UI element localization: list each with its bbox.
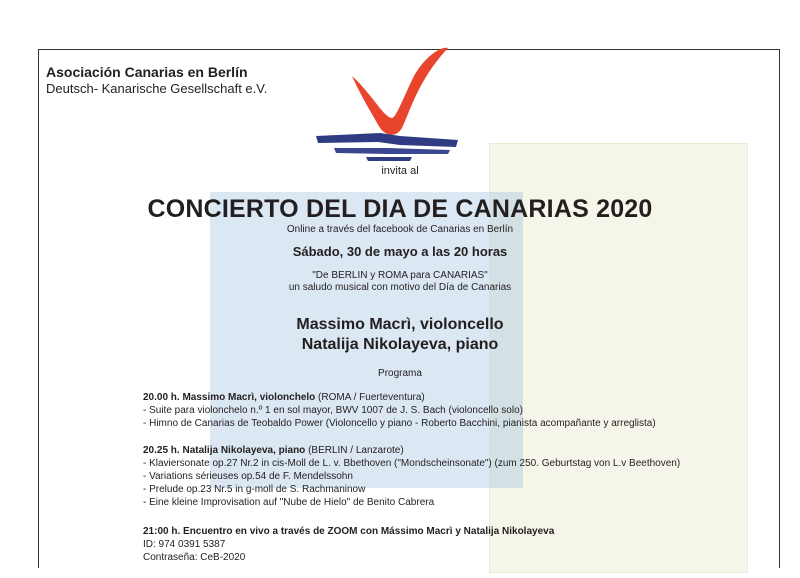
- logo-blue-stroke-3: [366, 157, 412, 161]
- program-item: - Klaviersonate op.27 Nr.2 in cis-Moll de L. v. Bbethoven ("Mondscheinsonate") (zum 250. Geburtstag von L.v Beethoven): [143, 458, 681, 469]
- program-section-1-heading: [143, 391, 763, 404]
- concert-subtitle-1: "De BERLIN y ROMA para CANARIAS": [312, 270, 488, 281]
- organization-subtitle: Deutsch- Kanarische Gesellschaft e.V.: [46, 81, 268, 96]
- program-section-2-note: (BERLIN / Lanzarote): [305, 445, 404, 456]
- program-section-1-title: 20.00 h. Massimo Macrì, violonchelo: [143, 392, 316, 403]
- zoom-meeting-id: ID: 974 0391 5387: [143, 539, 226, 550]
- zoom-heading: 21:00 h. Encuentro en vivo a través de ZOOM con Mássimo Macrì y Natalija Nikolayeva: [143, 526, 555, 537]
- zoom-password: Contraseña: CeB-2020: [143, 552, 246, 563]
- online-note: Online a través del facebook de Canarias en Berlín: [286, 224, 514, 235]
- invite-text: invita al: [381, 165, 419, 177]
- program-item: - Suite para violonchelo n.º 1 en sol mayor, BWV 1007 de J. S. Bach (violoncello solo): [143, 405, 523, 416]
- program-section-2-heading: [143, 444, 763, 457]
- frame-right-line: [779, 49, 780, 568]
- concert-date: Sábado, 30 de mayo a las 20 horas: [292, 244, 508, 259]
- organization-name: Asociación Canarias en Berlín: [46, 64, 248, 80]
- performer-2: Natalija Nikolayeva, piano: [301, 336, 499, 353]
- program-item: - Eine kleine Improvisation auf "Nube de Hielo" de Benito Cabrera: [143, 497, 435, 508]
- program-section-1: [143, 391, 763, 430]
- program-label: Programa: [378, 368, 422, 379]
- organization-header: [46, 63, 286, 97]
- concert-subtitle-2: un saludo musical con motivo del Día de Canarias: [288, 282, 512, 293]
- logo-blue-stroke-1: [316, 133, 458, 147]
- concert-title: CONCIERTO DEL DIA DE CANARIAS 2020: [147, 195, 653, 223]
- logo-red-flame: [352, 48, 448, 135]
- program-section-2: [143, 444, 763, 509]
- frame-left-line: [38, 49, 39, 568]
- program-item: - Variations sérieuses op.54 de F. Mendelssohn: [143, 471, 353, 482]
- program-section-2-title: 20.25 h. Natalija Nikolayeva, piano: [143, 445, 306, 456]
- performer-1: Massimo Macrì, violoncello: [296, 316, 504, 333]
- logo-blue-stroke-2: [334, 148, 450, 154]
- program-item: - Prelude op.23 Nr.5 in g-moll de S. Rachmaninow: [143, 484, 366, 495]
- program-item: - Himno de Canarias de Teobaldo Power (Violoncello y piano - Roberto Bacchini, pianista acompañante y arreglista): [143, 418, 656, 429]
- flag-flame-logo-icon: [300, 36, 480, 166]
- zoom-section: [143, 525, 763, 564]
- program-section-1-note: (ROMA / Fuerteventura): [315, 392, 425, 403]
